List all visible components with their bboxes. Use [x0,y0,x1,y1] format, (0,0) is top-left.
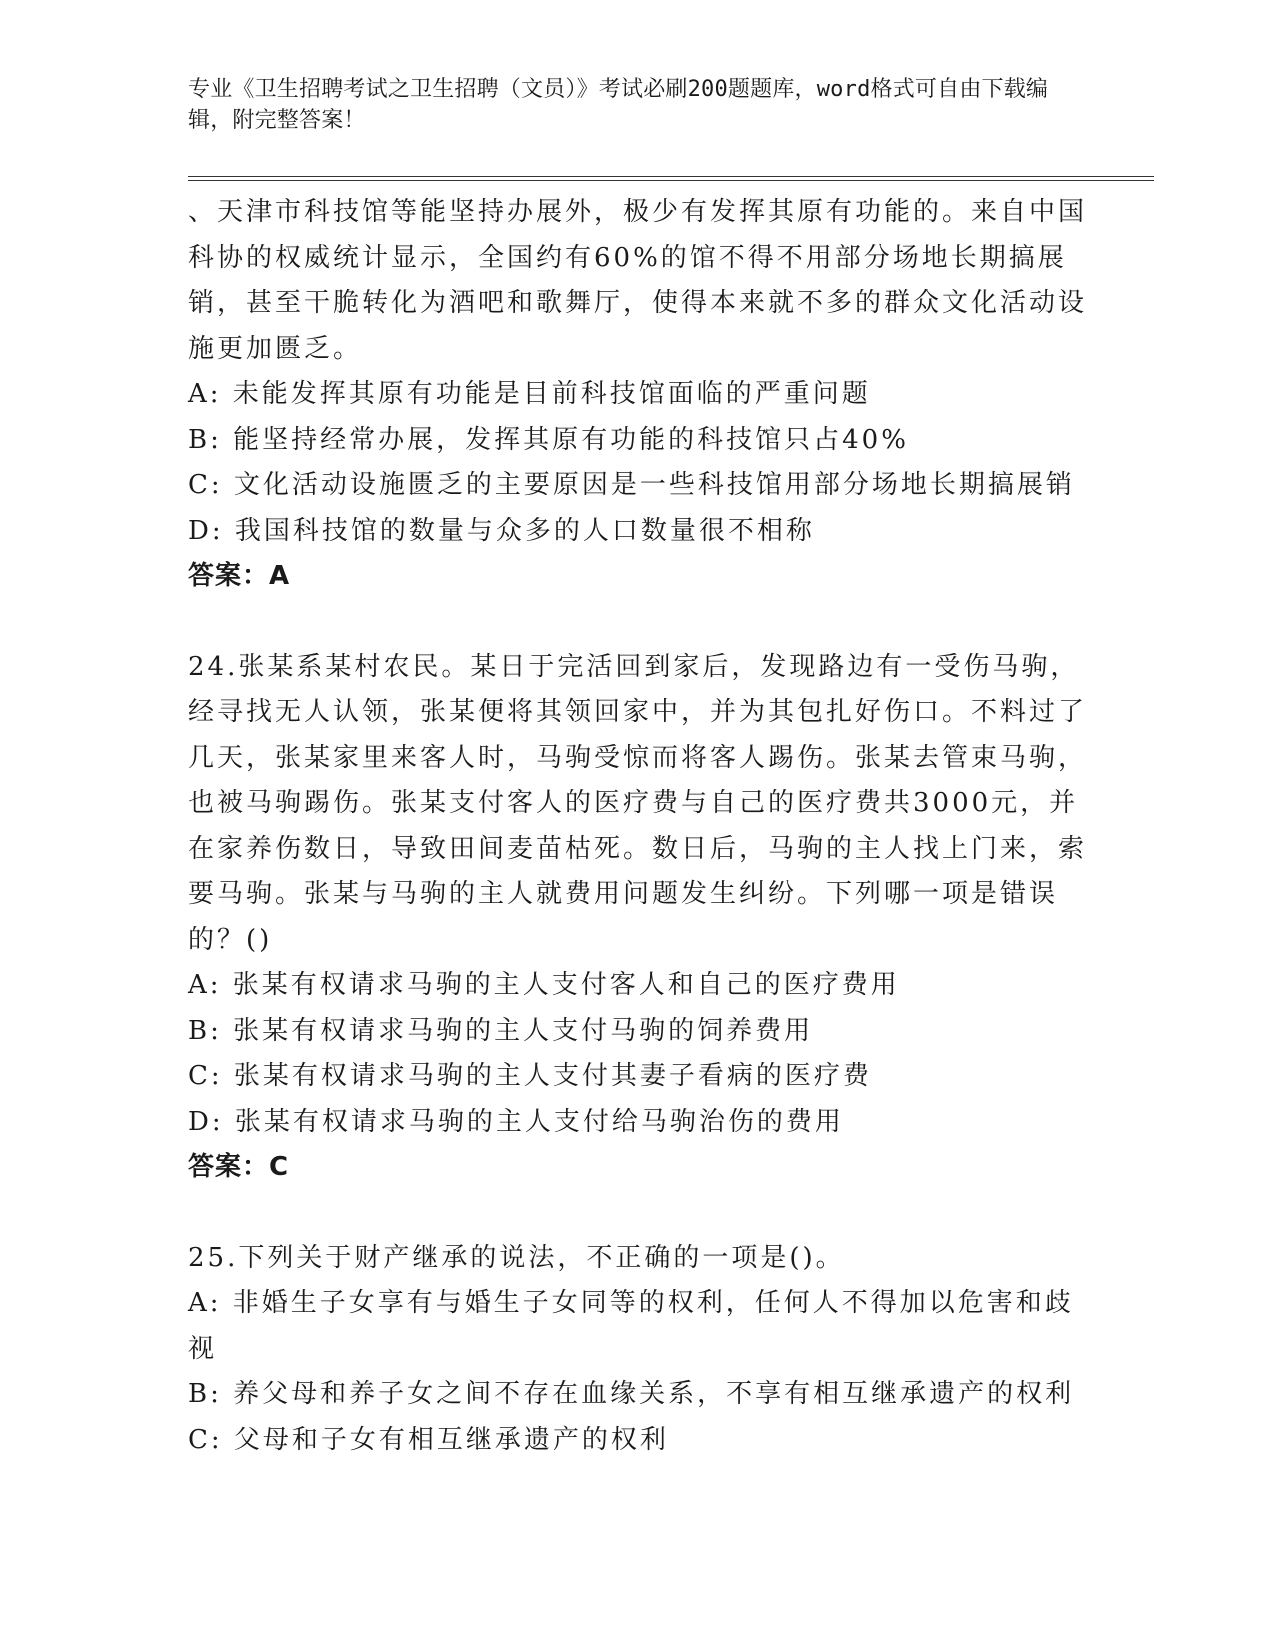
question-block [188,645,1088,1191]
header-divider [188,176,1154,181]
option-b: B: 张某有权请求马驹的主人支付马驹的饲养费用 [188,1015,814,1046]
page-header [188,74,1068,136]
question-stem: 25.下列关于财产继承的说法，不正确的一项是()。 [188,1242,845,1273]
option-a: A: 非婚生子女享有与婚生子女同等的权利，任何人不得加以危害和歧视 [188,1288,1074,1364]
question-list [188,190,1088,1463]
option-c: C: 父母和子女有相互继承遗产的权利 [188,1424,669,1455]
question-stem: 24.张某系某村农民。某日于完活回到家后，发现路边有一受伤马驹，经寻找无人认领，张某便将其领回家中，并为其包扎好伤口。不料过了几天，张某家里来客人时，马驹受惊而将客人踢伤。张某去管束马驹，也被马驹踢伤。张某支付客人的医疗费与自己的医疗费共3000元，并在家养伤数日，导致田间麦苗枯死。数日后，马驹的主人找上门来，索要马驹。张某与马驹的主人就费用问题发生纠纷。下列哪一项是错误的？() [188,651,1088,955]
option-d: D: 张某有权请求马驹的主人支付给马驹治伤的费用 [188,1106,844,1137]
option-c: C: 张某有权请求马驹的主人支付其妻子看病的医疗费 [188,1061,872,1091]
question-block [188,1236,1088,1464]
option-c: C: 文化活动设施匮乏的主要原因是一些科技馆用部分场地长期搞展销 [188,470,1075,500]
option-b: B: 养父母和养子女之间不存在血缘关系，不享有相互继承遗产的权利 [188,1379,1075,1409]
spacer [188,600,1088,645]
answer-line: 答案：C [188,1152,290,1182]
option-a: A: 张某有权请求马驹的主人支付客人和自己的医疗费用 [188,970,900,1000]
option-a: A: 未能发挥其原有功能是目前科技馆面临的严重问题 [188,379,871,409]
option-d: D: 我国科技馆的数量与众多的人口数量很不相称 [188,515,815,546]
question-stem: 、天津市科技馆等能坚持办展外，极少有发挥其原有功能的。来自中国科协的权威统计显示，全国约有60%的馆不得不用部分场地长期搞展销，甚至干脆转化为酒吧和歌舞厅，使得本来就不多的群众文化活动设施更加匮乏。 [188,197,1088,364]
option-b: B: 能坚持经常办展，发挥其原有功能的科技馆只占40% [188,424,909,455]
document-title: 专业《卫生招聘考试之卫生招聘（文员）》考试必刷200题题库，word格式可自由下载编辑，附完整答案！ [188,77,1049,133]
spacer [188,1191,1088,1236]
question-block [188,190,1088,600]
answer-line: 答案：A [188,561,291,591]
